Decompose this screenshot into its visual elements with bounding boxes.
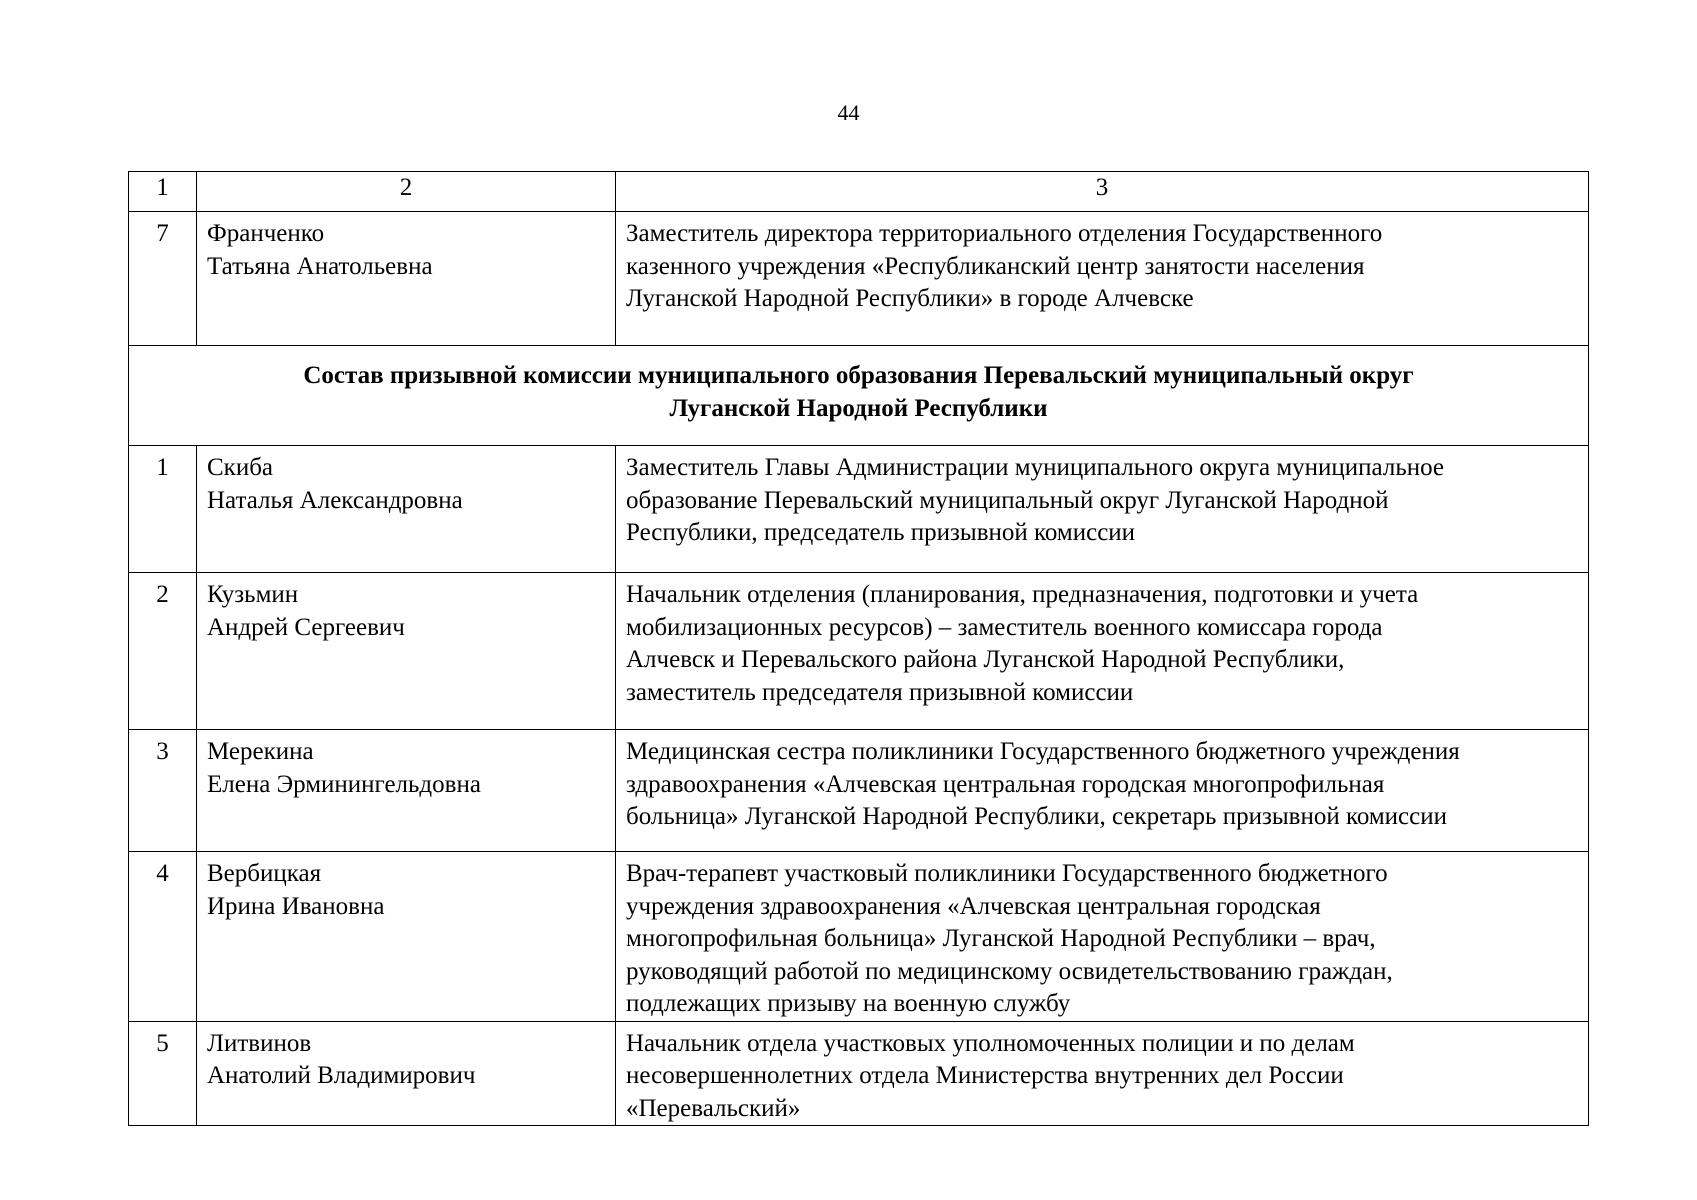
- position-line: Заместитель директора территориального отделения Государственного: [626, 220, 1383, 247]
- member-name-cell: [197, 446, 616, 573]
- member-position-cell: [616, 1021, 1589, 1126]
- table-row: [129, 212, 1589, 346]
- table-row: [129, 573, 1589, 730]
- position-line: многопрофильная больница» Луганской Народной Республики – врач,: [626, 925, 1376, 952]
- position-line: Медицинская сестра поликлиники Государственного бюджетного учреждения: [626, 738, 1460, 765]
- position-line: учреждения здравоохранения «Алчевская центральная городская: [626, 892, 1321, 920]
- position-line: Начальник отдела участковых уполномоченных полиции и по делам: [626, 1029, 1355, 1057]
- table-row: [129, 852, 1589, 1022]
- row-number: 3: [129, 730, 197, 852]
- position-line: мобилизационных ресурсов) – заместитель военного комиссара города: [626, 613, 1383, 641]
- member-position-cell: [616, 730, 1589, 852]
- position-line: Начальник отделения (планирования, предназначения, подготовки и учета: [626, 581, 1419, 608]
- page-number: 44: [837, 100, 860, 125]
- section-title-row: [129, 346, 1589, 446]
- position-line: «Перевальский»: [626, 1094, 801, 1122]
- member-given-names: Ирина Ивановна: [207, 892, 385, 920]
- member-name-cell: [197, 852, 616, 1022]
- position-line: Республики, председатель призывной комиссии: [626, 519, 1136, 546]
- member-surname: Скиба: [207, 454, 274, 481]
- commission-table: [128, 171, 1589, 1126]
- member-given-names: Елена Эрминингельдовна: [207, 770, 481, 798]
- member-name-cell: [197, 1021, 616, 1126]
- member-surname: Вербицкая: [207, 860, 322, 887]
- member-position-cell: [616, 573, 1589, 730]
- table-row: [129, 730, 1589, 852]
- position-line: подлежащих призыву на военную службу: [626, 990, 1071, 1017]
- header-cell-position: 3: [616, 172, 1589, 212]
- member-name-cell: [197, 573, 616, 730]
- position-line: Алчевск и Перевальского района Луганской Народной Республики,: [626, 646, 1345, 673]
- member-surname: Франченко: [207, 220, 325, 247]
- row-number: 4: [129, 852, 197, 1022]
- position-line: Луганской Народной Республики» в городе Алчевске: [626, 285, 1194, 312]
- header-cell-number: 1: [129, 172, 197, 212]
- position-line: здравоохранения «Алчевская центральная городская многопрофильная: [626, 770, 1385, 798]
- table-header-row: [129, 172, 1589, 212]
- member-given-names: Анатолий Владимирович: [207, 1062, 476, 1089]
- member-position-cell: [616, 446, 1589, 573]
- row-number: 7: [129, 212, 197, 346]
- table-row: [129, 446, 1589, 573]
- position-line: больница» Луганской Народной Республики, секретарь призывной комиссии: [626, 803, 1447, 830]
- position-line: заместитель председателя призывной комиссии: [626, 678, 1134, 706]
- row-number: 1: [129, 446, 197, 573]
- position-line: руководящий работой по медицинскому освидетельствованию граждан,: [626, 957, 1393, 985]
- section-title-line: Луганской Народной Республики: [669, 394, 1048, 422]
- position-line: несовершеннолетних отдела Министерства внутренних дел России: [626, 1062, 1344, 1089]
- row-number: 2: [129, 573, 197, 730]
- member-position-cell: [616, 852, 1589, 1022]
- member-surname: Кузьмин: [207, 581, 299, 608]
- position-line: Врач-терапевт участковый поликлиники Государственного бюджетного: [626, 860, 1388, 887]
- member-given-names: Татьяна Анатольевна: [207, 252, 433, 280]
- header-cell-name: 2: [197, 172, 616, 212]
- table-row: [129, 1021, 1589, 1126]
- section-title-line: Состав призывной комиссии муниципального образования Перевальский муниципальный округ: [303, 362, 1414, 389]
- position-line: казенного учреждения «Республиканский центр занятости населения: [626, 252, 1365, 280]
- member-given-names: Наталья Александровна: [207, 486, 463, 514]
- member-given-names: Андрей Сергеевич: [207, 613, 405, 641]
- member-position-cell: [616, 212, 1589, 346]
- member-name-cell: [197, 730, 616, 852]
- row-number: 5: [129, 1021, 197, 1126]
- position-line: Заместитель Главы Администрации муниципального округа муниципальное: [626, 454, 1445, 481]
- section-title: [129, 346, 1589, 446]
- position-line: образование Перевальский муниципальный округ Луганской Народной: [626, 486, 1389, 514]
- member-surname: Литвинов: [207, 1029, 312, 1057]
- member-surname: Мерекина: [207, 738, 314, 765]
- member-name-cell: [197, 212, 616, 346]
